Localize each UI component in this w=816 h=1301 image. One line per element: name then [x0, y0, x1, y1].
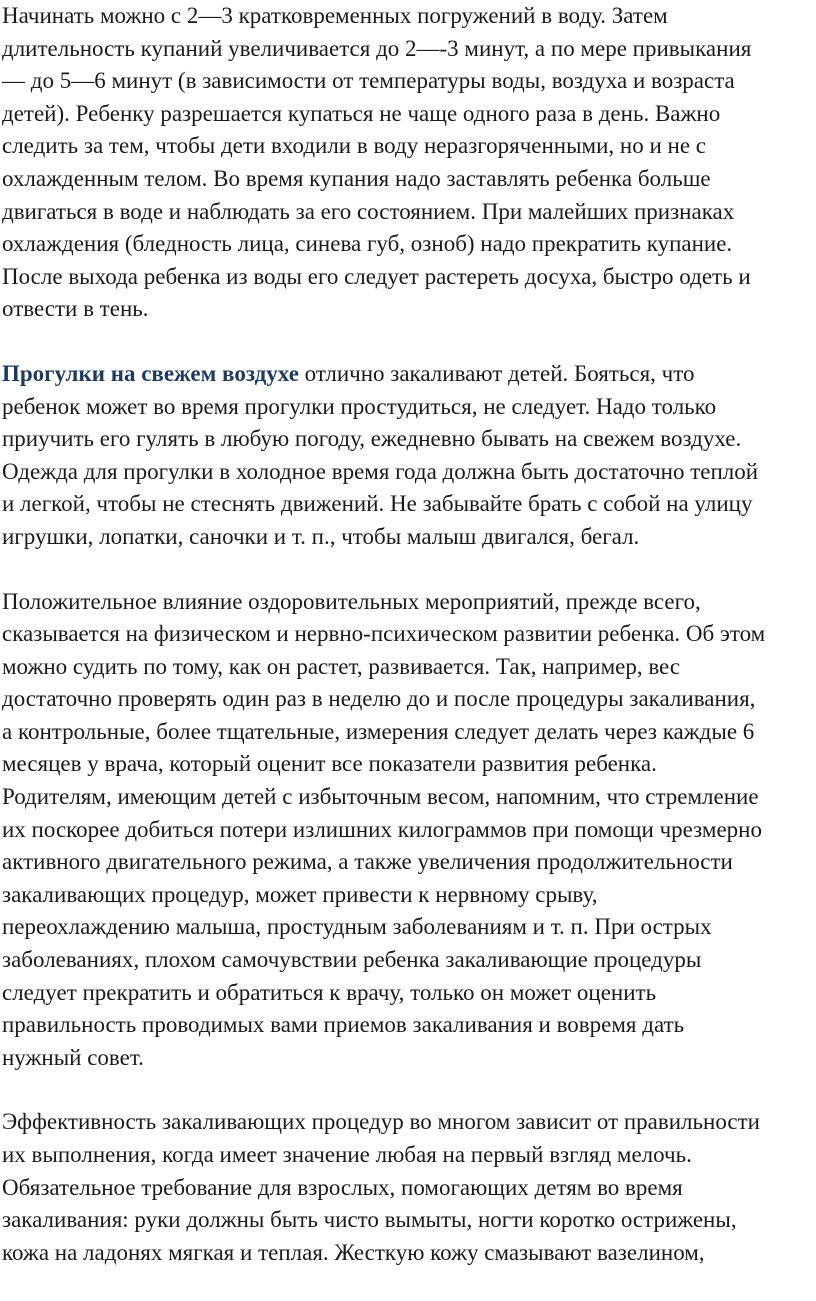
text-line-rest: отлично закаливают детей. Бояться, что: [298, 360, 695, 386]
text-line: — до 5—6 минут (в зависимости от температуры воды, воздуха и возраста: [2, 68, 735, 94]
text-line: кожа на ладонях мягкая и теплая. Жесткую кожу смазывают вазелином,: [2, 1239, 705, 1265]
text-line: и легкой, чтобы не стеснять движений. Не забывайте брать с собой на улицу: [2, 491, 753, 517]
text-line: ребенок может во время прогулки простудиться, не следует. Надо только: [2, 393, 717, 419]
text-line: месяцев у врача, который оценит все показатели развития ребенка.: [2, 751, 657, 777]
text-line: Эффективность закаливающих процедур во многом зависит от правильности: [2, 1109, 760, 1135]
highlighted-term: Прогулки на свежем воздухе: [2, 360, 299, 386]
text-line: закаливания: руки должны быть чисто вымыты, ногти коротко острижены,: [2, 1207, 737, 1233]
text-line: [2, 358, 816, 391]
document-page: [2, 0, 816, 1301]
text-line: Родителям, имеющим детей с избыточным весом, напомним, что стремление: [2, 784, 759, 810]
text-line: детей). Ребенку разрешается купаться не чаще одного раза в день. Важно: [2, 100, 721, 126]
paragraph-walks: [2, 358, 816, 554]
text-line: сказывается на физическом и нервно-психическом развитии ребенка. Об этом: [2, 621, 766, 647]
paragraph-bathing: [2, 0, 816, 326]
text-line: заболеваниях, плохом самочувствии ребенка закаливающие процедуры: [2, 947, 702, 973]
text-line: правильность проводимых вами приемов закаливания и вовремя дать: [2, 1012, 685, 1038]
text-line: переохлаждению малыша, простудным заболеваниям и т. п. При острых: [2, 914, 712, 940]
text-line: игрушки, лопатки, саночки и т. п., чтобы малыш двигался, бегал.: [2, 523, 640, 549]
text-line: их выполнения, когда имеет значение любая на первый взгляд мелочь.: [2, 1142, 692, 1167]
paragraph-effectiveness: [2, 1106, 816, 1269]
text-line: приучить его гулять в любую погоду, ежедневно бывать на свежем воздухе.: [2, 426, 742, 452]
text-line: Начинать можно с 2—3 кратковременных погружений в воду. Затем: [2, 3, 668, 28]
text-line: нужный совет.: [2, 1044, 144, 1070]
text-line: После выхода ребенка из воды его следует растереть досуха, быстро одеть и: [2, 263, 751, 289]
text-line: закаливающих процедур, может привести к нервному срыву,: [2, 881, 598, 907]
text-line: Положительное влияние оздоровительных мероприятий, прежде всего,: [2, 588, 701, 614]
text-line: Одежда для прогулки в холодное время года должна быть достаточно теплой: [2, 458, 759, 484]
text-line: двигаться в воде и наблюдать за его состоянием. При малейших признаках: [2, 198, 735, 224]
text-line: охлаждения (бледность лица, синева губ, озноб) надо прекратить купание.: [2, 231, 733, 257]
text-line: следует прекратить и обратиться к врачу, только он может оценить: [2, 979, 657, 1005]
text-line: отвести в тень.: [2, 296, 149, 322]
text-line: их поскорее добиться потери излишних килограммов при помощи чрезмерно: [2, 816, 762, 842]
text-line: можно судить по тому, как он растет, развивается. Так, например, вес: [2, 653, 681, 679]
text-line: длительность купаний увеличивается до 2—-3 минут, а по мере привыкания: [2, 35, 752, 61]
paragraph-influence: [2, 586, 816, 1075]
text-line: Обязательное требование для взрослых, помогающих детям во время: [2, 1174, 683, 1200]
text-line: охлажденным телом. Во время купания надо заставлять ребенка больше: [2, 165, 711, 191]
text-line: достаточно проверять один раз в неделю до и после процедуры закаливания,: [2, 686, 756, 712]
text-line: активного двигательного режима, а также увеличения продолжительности: [2, 849, 733, 875]
text-line: следить за тем, чтобы дети входили в воду неразгоряченными, но и не с: [2, 133, 707, 159]
text-line: а контрольные, более тщательные, измерения следует делать через каждые 6: [2, 718, 755, 744]
